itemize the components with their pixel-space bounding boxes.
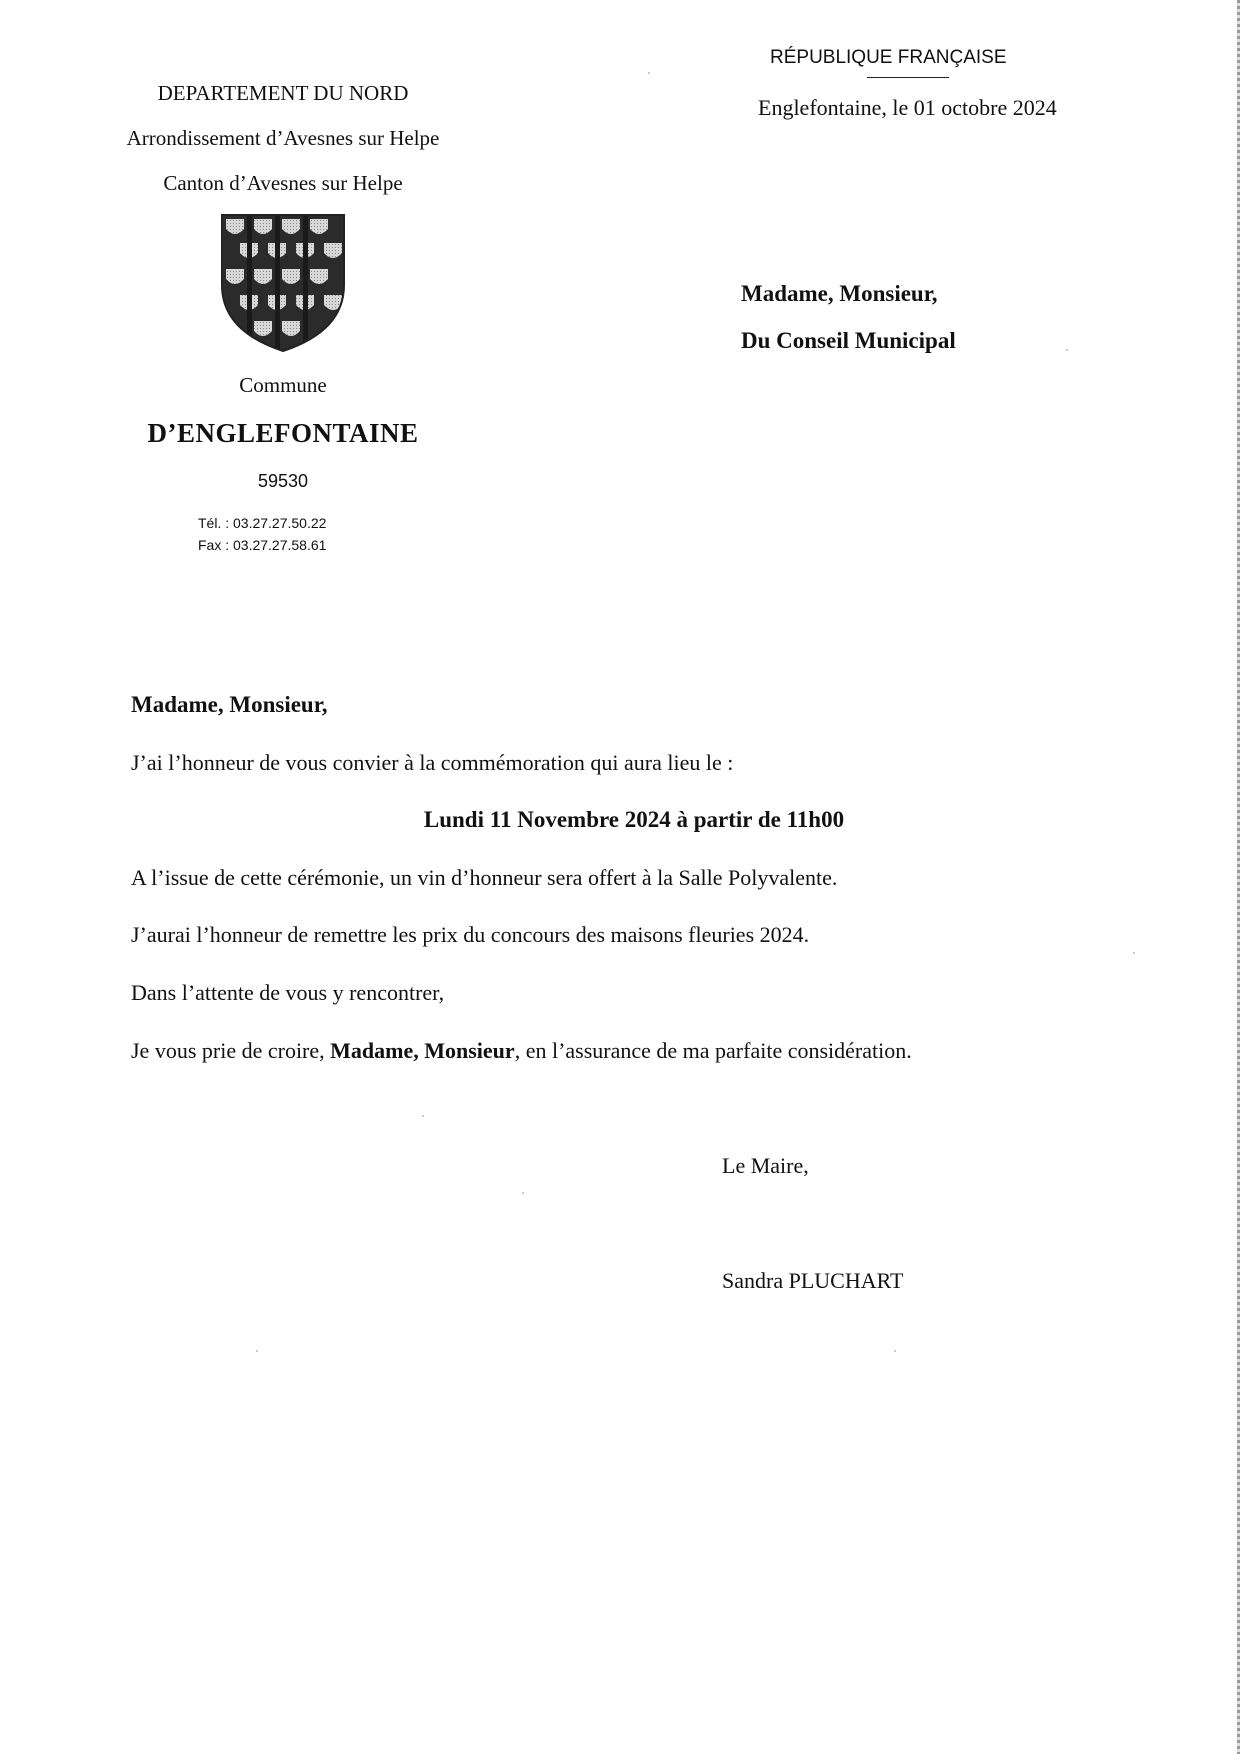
scan-speck (648, 72, 650, 74)
closing-paragraph (131, 1038, 1131, 1064)
salutation: Madame, Monsieur, (131, 692, 328, 717)
closing-bold: Madame, Monsieur (330, 1038, 515, 1063)
paragraph-prix: J’aurai l’honneur de remettre les prix du concours des maisons fleuries 2024. (131, 922, 810, 947)
paragraph-attente: Dans l’attente de vous y rencontrer, (131, 980, 445, 1005)
commune-label: Commune (239, 373, 327, 397)
intro-paragraph: J’ai l’honneur de vous convier à la commémoration qui aura lieu le : (131, 750, 734, 775)
closing-end: , en l’assurance de ma parfaite considération. (514, 1038, 912, 1063)
scan-speck (522, 1192, 524, 1194)
postal-code: 59530 (257, 471, 309, 491)
arrondissement-label: Arrondissement d’Avesnes sur Helpe (126, 126, 440, 150)
event-date: Lundi 11 Novembre 2024 à partir de 11h00 (423, 807, 845, 832)
coat-of-arms-icon (220, 213, 346, 353)
phone-number: Tél. : 03.27.27.50.22 (198, 515, 327, 531)
scan-speck (1066, 349, 1068, 351)
scan-speck (1133, 952, 1135, 954)
closing-start: Je vous prie de croire, (131, 1038, 331, 1063)
scan-speck (422, 1115, 424, 1117)
place-date: Englefontaine, le 01 octobre 2024 (758, 95, 1057, 120)
republic-underline (867, 77, 949, 78)
fax-number: Fax : 03.27.27.58.61 (198, 537, 327, 553)
recipient-line-1: Madame, Monsieur, (741, 281, 938, 306)
canton-label: Canton d’Avesnes sur Helpe (163, 171, 403, 195)
paragraph-vin-honneur: A l’issue de cette cérémonie, un vin d’honneur sera offert à la Salle Polyvalente. (131, 865, 838, 890)
recipient-line-2: Du Conseil Municipal (741, 328, 956, 353)
signature-title: Le Maire, (722, 1153, 809, 1178)
republic-title: RÉPUBLIQUE FRANÇAISE (770, 47, 1007, 68)
scan-speck (894, 1350, 896, 1352)
signature-name: Sandra PLUCHART (722, 1268, 904, 1293)
commune-name: D’ENGLEFONTAINE (147, 418, 419, 448)
scan-speck (256, 1350, 258, 1352)
department-label: DEPARTEMENT DU NORD (157, 81, 409, 105)
